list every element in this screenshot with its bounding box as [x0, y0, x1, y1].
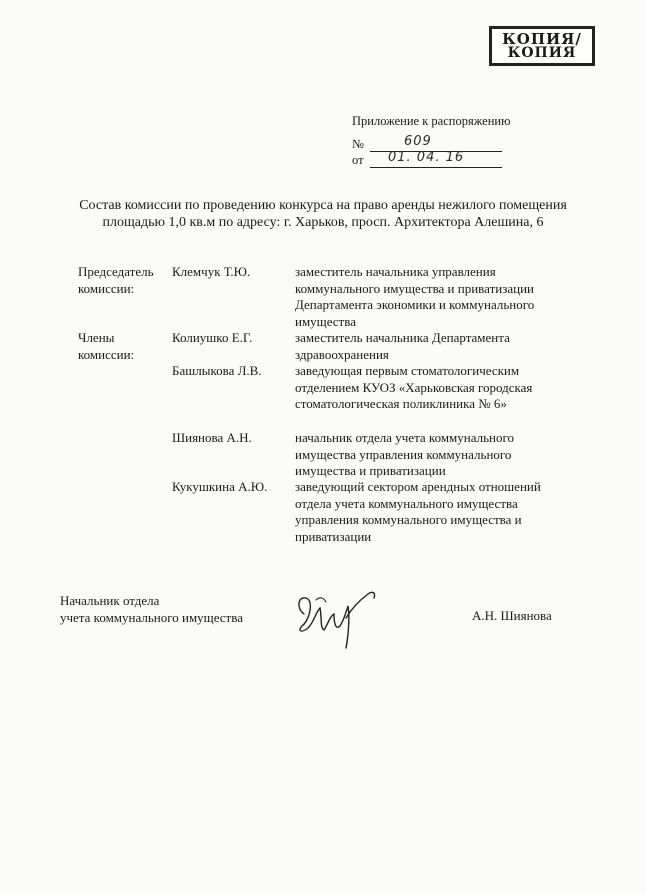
order-date-handwritten: 01. 04. 16: [388, 150, 465, 165]
member-position: начальник отдела учета коммунального имущества управления коммунального имущества и приватизации: [295, 430, 515, 478]
title-line-2: площадью 1,0 кв.м по адресу: г. Харьков, просп. Архитектора Алешина, 6: [102, 215, 544, 230]
signatory-name: А.Н. Шиянова: [472, 608, 552, 623]
stamp-line-1: КОПИЯ/: [502, 30, 582, 48]
member-position: заведующая первым стоматологическим отделением КУОЗ «Харьковская городская стоматологическая поликлиника № 6»: [295, 363, 533, 411]
member-role: Члены комиссии:: [78, 330, 135, 362]
handwritten-signature: [290, 578, 385, 653]
member-position: заместитель начальника управления коммунального имущества и приватизации Департамента экономики и коммунального имущества: [295, 264, 535, 329]
member-name: Колиушко Е.Г.: [172, 330, 253, 345]
title-line-1: Состав комиссии по проведению конкурса на право аренды нежилого помещения: [79, 198, 567, 213]
member-name: Клемчук Т.Ю.: [172, 264, 251, 279]
stamp-line-2: КОПИЯ: [507, 45, 577, 61]
signatory-title-line-1: Начальник отдела: [60, 593, 160, 608]
number-label: №: [352, 137, 364, 151]
copy-stamp: [489, 26, 595, 66]
order-number-handwritten: 609: [404, 134, 432, 149]
document-title: [40, 197, 606, 231]
appendix-label: Приложение к распоряжению: [352, 114, 511, 128]
date-underline: [370, 167, 502, 168]
member-name: Кукушкина А.Ю.: [172, 479, 268, 494]
member-position: заместитель начальника Департамента здравоохранения: [295, 330, 510, 362]
member-position: заведующий сектором арендных отношений отдела учета коммунального имущества управления коммунального имущества и приватизации: [295, 479, 541, 544]
date-label: от: [352, 153, 364, 167]
order-date-row: [352, 150, 502, 169]
member-name: Шиянова А.Н.: [172, 430, 252, 445]
member-name: Башлыкова Л.В.: [172, 363, 262, 378]
member-role: Председатель комиссии:: [78, 264, 154, 296]
signatory-title-line-2: учета коммунального имущества: [60, 610, 243, 625]
signatory-title: [60, 592, 243, 626]
